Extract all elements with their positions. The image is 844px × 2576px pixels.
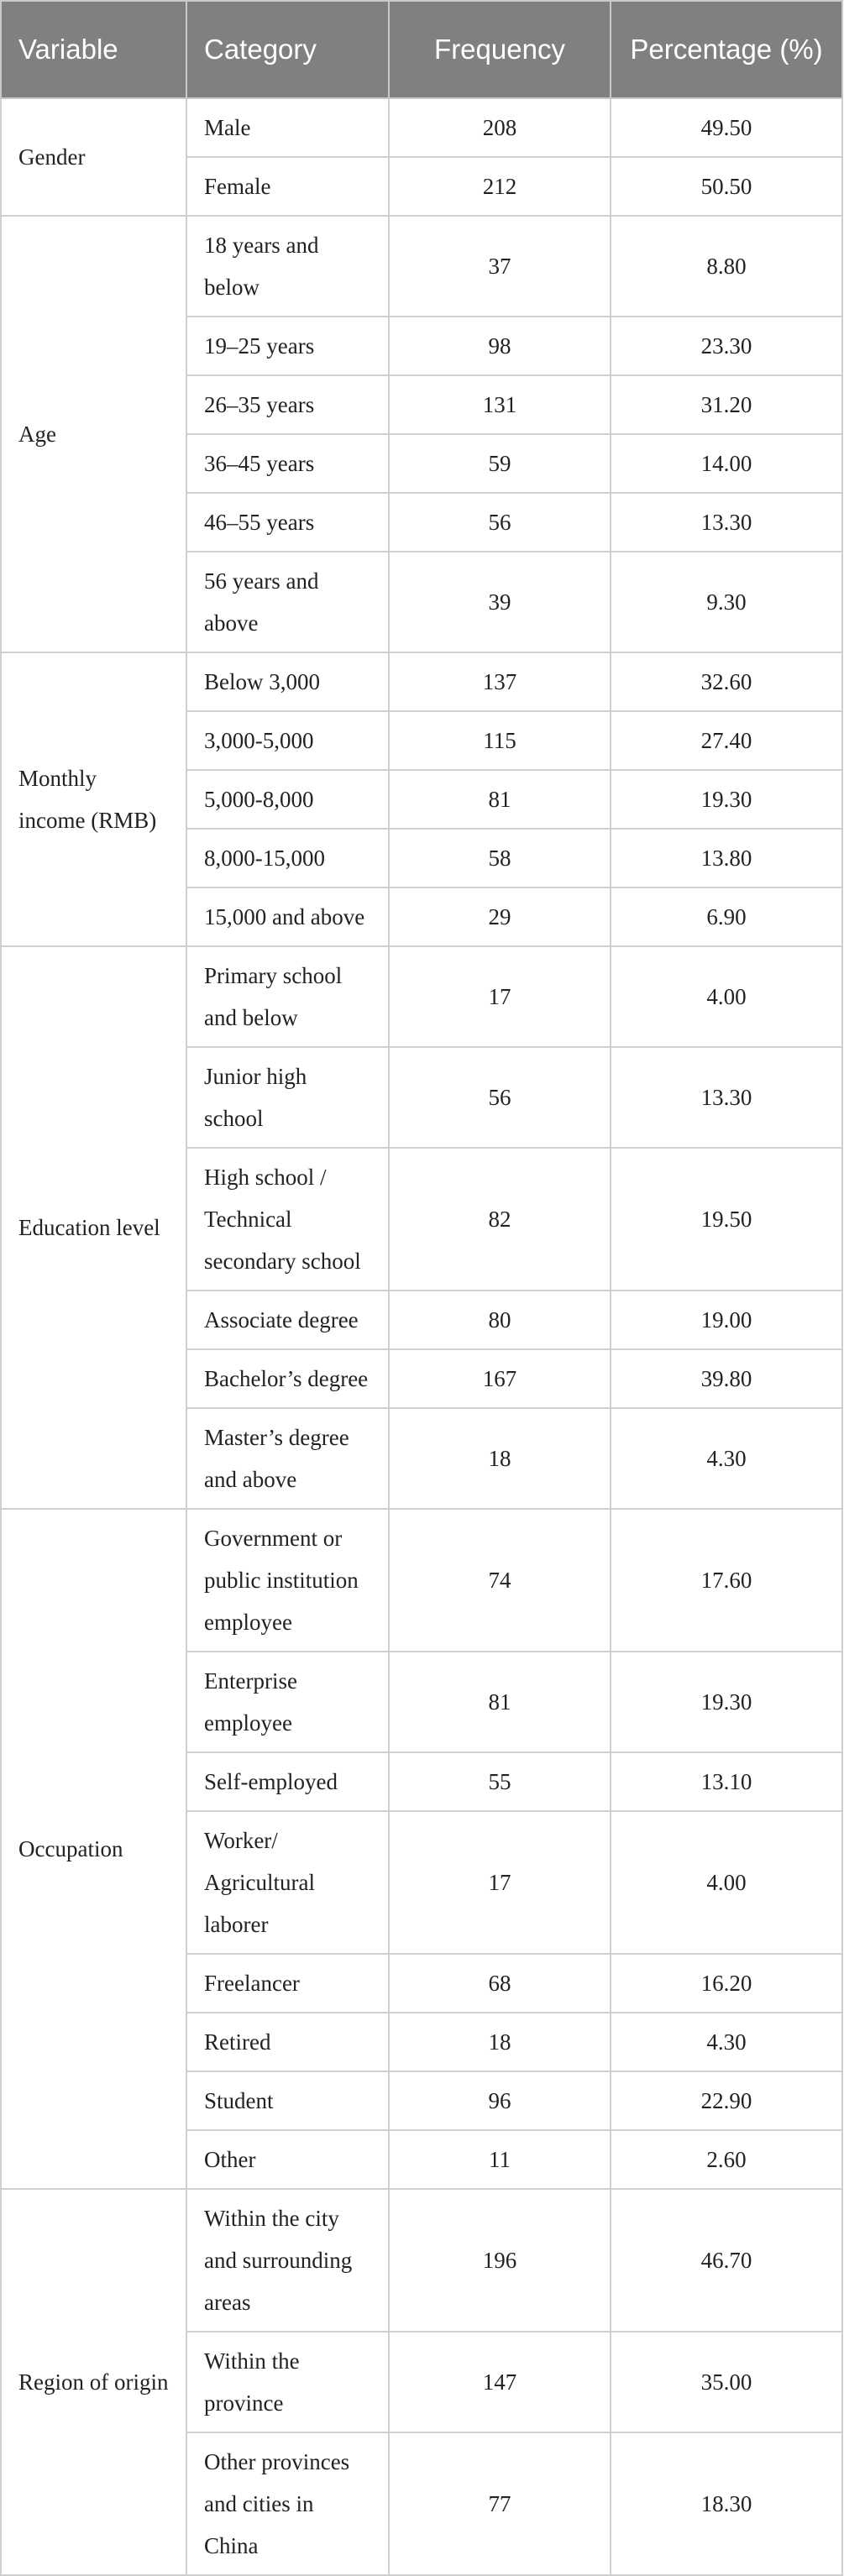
category-cell: Primary school and below (186, 946, 389, 1047)
percentage-cell: 23.30 (611, 317, 842, 375)
frequency-cell: 96 (389, 2071, 611, 2130)
frequency-cell: 59 (389, 434, 611, 493)
frequency-cell: 37 (389, 216, 611, 317)
variable-cell: Monthly income (RMB) (1, 652, 186, 946)
category-cell: 26–35 years (186, 375, 389, 434)
header-variable: Variable (1, 1, 186, 98)
percentage-cell: 27.40 (611, 711, 842, 770)
category-cell: 8,000-15,000 (186, 829, 389, 887)
category-cell: 15,000 and above (186, 887, 389, 946)
category-cell: Worker/ Agricultural laborer (186, 1811, 389, 1954)
category-cell: 56 years and above (186, 552, 389, 652)
category-cell: 36–45 years (186, 434, 389, 493)
frequency-cell: 18 (389, 1408, 611, 1509)
variable-cell: Gender (1, 98, 186, 216)
frequency-cell: 39 (389, 552, 611, 652)
percentage-cell: 17.60 (611, 1509, 842, 1652)
category-cell: Within the province (186, 2332, 389, 2432)
percentage-cell: 13.30 (611, 493, 842, 552)
category-cell: Self-employed (186, 1752, 389, 1811)
category-cell: Master’s degree and above (186, 1408, 389, 1509)
frequency-cell: 81 (389, 770, 611, 829)
category-cell: Government or public institution employee (186, 1509, 389, 1652)
frequency-cell: 212 (389, 157, 611, 216)
frequency-cell: 18 (389, 2013, 611, 2071)
frequency-cell: 196 (389, 2189, 611, 2332)
category-cell: Other provinces and cities in China (186, 2432, 389, 2575)
percentage-cell: 6.90 (611, 887, 842, 946)
table-row (1, 216, 842, 317)
percentage-cell: 22.90 (611, 2071, 842, 2130)
category-cell: High school / Technical secondary school (186, 1148, 389, 1291)
category-cell: Male (186, 98, 389, 157)
category-cell: 3,000-5,000 (186, 711, 389, 770)
percentage-cell: 4.30 (611, 2013, 842, 2071)
category-cell: Below 3,000 (186, 652, 389, 711)
frequency-cell: 147 (389, 2332, 611, 2432)
table-header (1, 1, 842, 98)
percentage-cell: 14.00 (611, 434, 842, 493)
frequency-cell: 167 (389, 1349, 611, 1408)
frequency-cell: 82 (389, 1148, 611, 1291)
percentage-cell: 19.00 (611, 1291, 842, 1349)
header-frequency: Frequency (389, 1, 611, 98)
category-cell: Enterprise employee (186, 1652, 389, 1752)
table-row (1, 2189, 842, 2332)
frequency-cell: 55 (389, 1752, 611, 1811)
percentage-cell: 46.70 (611, 2189, 842, 2332)
frequency-cell: 80 (389, 1291, 611, 1349)
frequency-cell: 56 (389, 493, 611, 552)
percentage-cell: 8.80 (611, 216, 842, 317)
percentage-cell: 2.60 (611, 2130, 842, 2189)
percentage-cell: 4.30 (611, 1408, 842, 1509)
frequency-cell: 29 (389, 887, 611, 946)
percentage-cell: 13.80 (611, 829, 842, 887)
percentage-cell: 31.20 (611, 375, 842, 434)
variable-cell: Region of origin (1, 2189, 186, 2575)
category-cell: Associate degree (186, 1291, 389, 1349)
frequency-cell: 115 (389, 711, 611, 770)
percentage-cell: 19.50 (611, 1148, 842, 1291)
variable-cell: Age (1, 216, 186, 652)
table-row (1, 946, 842, 1047)
frequency-cell: 81 (389, 1652, 611, 1752)
category-cell: Student (186, 2071, 389, 2130)
percentage-cell: 4.00 (611, 946, 842, 1047)
table-row (1, 1509, 842, 1652)
frequency-cell: 74 (389, 1509, 611, 1652)
percentage-cell: 50.50 (611, 157, 842, 216)
category-cell: Junior high school (186, 1047, 389, 1148)
frequency-cell: 17 (389, 946, 611, 1047)
header-row (1, 1, 842, 98)
frequency-cell: 58 (389, 829, 611, 887)
frequency-cell: 17 (389, 1811, 611, 1954)
percentage-cell: 16.20 (611, 1954, 842, 2013)
frequency-cell: 11 (389, 2130, 611, 2189)
percentage-cell: 18.30 (611, 2432, 842, 2575)
table-row (1, 98, 842, 157)
header-category: Category (186, 1, 389, 98)
header-percentage: Percentage (%) (611, 1, 842, 98)
category-cell: Female (186, 157, 389, 216)
variable-cell: Education level (1, 946, 186, 1509)
percentage-cell: 13.10 (611, 1752, 842, 1811)
percentage-cell: 9.30 (611, 552, 842, 652)
frequency-cell: 131 (389, 375, 611, 434)
category-cell: Retired (186, 2013, 389, 2071)
frequency-cell: 56 (389, 1047, 611, 1148)
frequency-cell: 98 (389, 317, 611, 375)
category-cell: 18 years and below (186, 216, 389, 317)
frequency-cell: 68 (389, 1954, 611, 2013)
frequency-cell: 208 (389, 98, 611, 157)
table-body (1, 98, 842, 2575)
frequency-cell: 137 (389, 652, 611, 711)
frequency-cell: 77 (389, 2432, 611, 2575)
percentage-cell: 13.30 (611, 1047, 842, 1148)
category-cell: Bachelor’s degree (186, 1349, 389, 1408)
percentage-cell: 39.80 (611, 1349, 842, 1408)
percentage-cell: 49.50 (611, 98, 842, 157)
category-cell: Within the city and surrounding areas (186, 2189, 389, 2332)
percentage-cell: 19.30 (611, 770, 842, 829)
category-cell: Freelancer (186, 1954, 389, 2013)
category-cell: 46–55 years (186, 493, 389, 552)
category-cell: 19–25 years (186, 317, 389, 375)
variable-cell: Occupation (1, 1509, 186, 2189)
percentage-cell: 4.00 (611, 1811, 842, 1954)
category-cell: 5,000-8,000 (186, 770, 389, 829)
category-cell: Other (186, 2130, 389, 2189)
table-row (1, 652, 842, 711)
percentage-cell: 32.60 (611, 652, 842, 711)
percentage-cell: 35.00 (611, 2332, 842, 2432)
percentage-cell: 19.30 (611, 1652, 842, 1752)
